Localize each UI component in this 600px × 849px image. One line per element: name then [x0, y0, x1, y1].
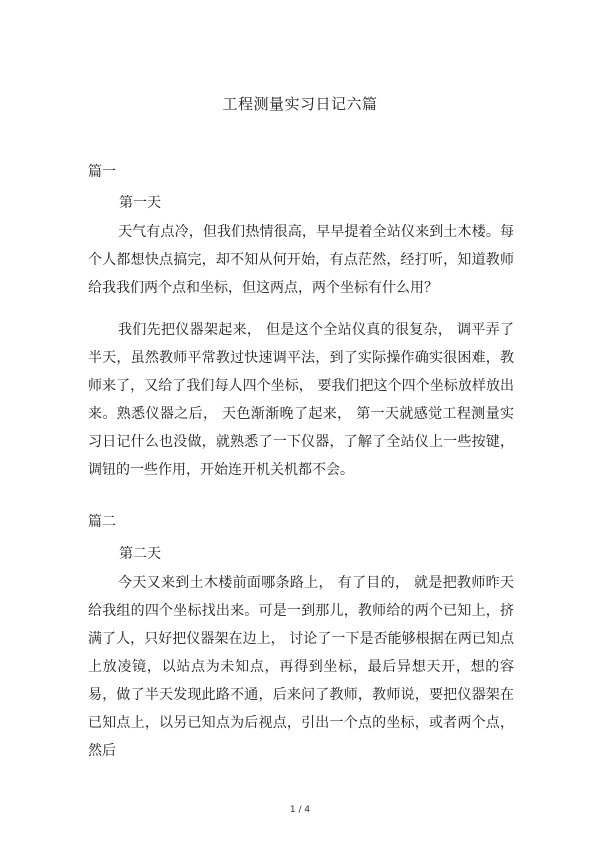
paragraph-1-2: 我们先把仪器架起来， 但是这个全站仪真的很复杂， 调平弄了半天，虽然教师平常教过快速调平法，到了实际操作确实很困难，教师来了，又给了我们每人四个坐标， 要我们把这个四个坐标放样放出来。熟悉仪器之后， 天色渐渐晚了起来， 第一天就感觉工程测量实习日记什么也没做，就熟悉了一下仪器，了解了全站仪上一些按键，调钮的一些作用，开始连开机关机都不会。 [88, 322, 514, 478]
page-indicator: 1 / 4 [289, 805, 311, 815]
paragraph-2-1: 今天又来到土木楼前面哪条路上， 有了目的， 就是把教师昨天给我组的四个坐标找出来。可是一到那儿，教师给的两个已知上，挤满了人，只好把仪器架在边上， 讨论了一下是否能够根据在两已知点上放凌镜，以站点为未知点，再得到坐标，最后异想天开，想的容易，做了半天发现此路不通，后来问了教师，教师说，要把仪器架在已知点上，以另已知点为后视点，引出一个点的坐标，或者两个点，然后 [88, 575, 514, 759]
section-label-1: 篇一 [88, 164, 116, 180]
paragraph-1-1: 天气有点冷，但我们热情很高，早早提着全站仪来到土木楼。每个人都想快点搞完，却不知从何开始，有点茫然，经打听，知道教师给我我们两个点和坐标，但这两点，两个坐标有什么用？ [88, 224, 514, 296]
day-label-1: 第一天 [119, 195, 161, 211]
section-label-2: 篇二 [88, 514, 116, 530]
document-title: 工程测量实习日记六篇 [222, 95, 378, 113]
day-label-2: 第二天 [119, 546, 161, 562]
